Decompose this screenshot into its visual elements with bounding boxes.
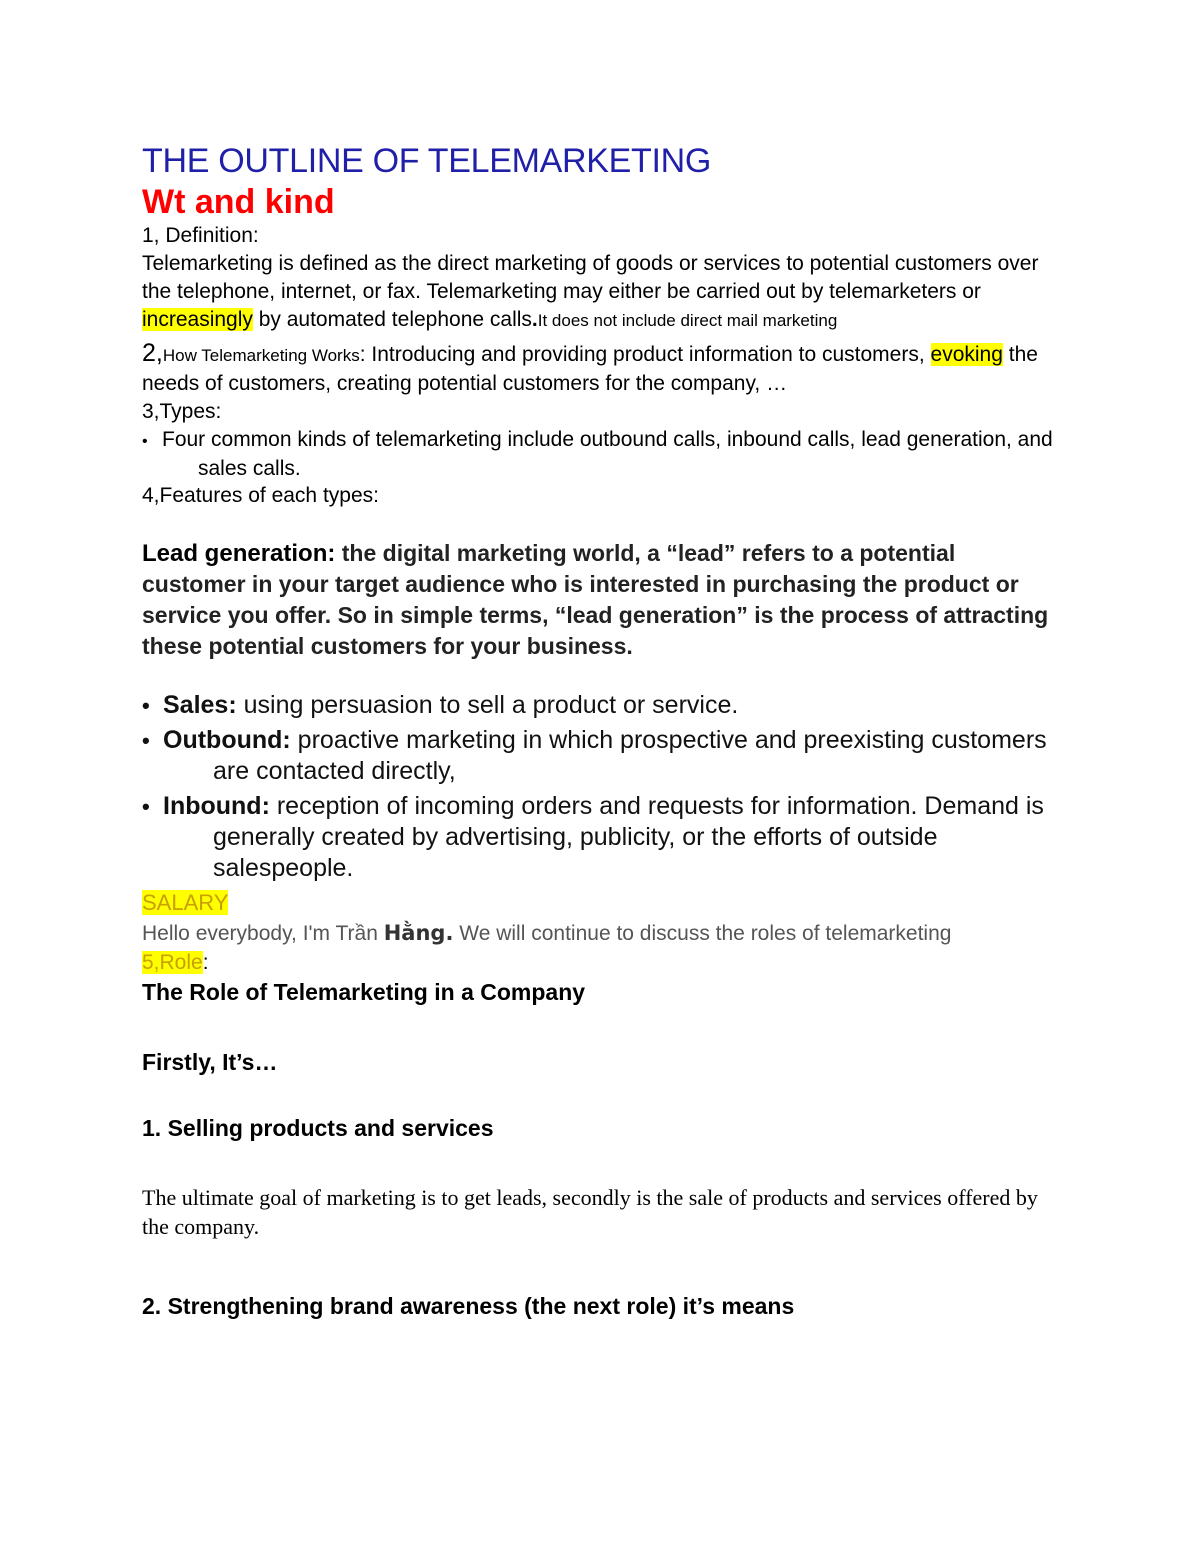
highlight-evoking: evoking xyxy=(930,343,1003,366)
role-heading: 5,Role: xyxy=(142,951,209,974)
list-item-sales: • Sales: using persuasion to sell a product or service. xyxy=(142,691,739,719)
document-page xyxy=(142,140,1062,1321)
highlight-increasingly: increasingly xyxy=(142,308,253,331)
document-subtitle: Wt and kind xyxy=(142,183,335,221)
list-item-inbound: • Inbound: reception of incoming orders and requests for information. Demand is generally created by advertising, publicity, or the efforts of outside salespeople. xyxy=(142,792,1044,882)
types-bullet: • Four common kinds of telemarketing include outbound calls, inbound calls, lead generation, and sales calls. xyxy=(142,428,1053,480)
types-detail-list xyxy=(142,690,1062,884)
definition-heading: 1, Definition: xyxy=(142,224,259,247)
how-it-works-paragraph: 2,How Telemarketing Works: Introducing and providing product information to customers, evoking the needs of customers, creating potential customers for the company, … xyxy=(142,339,1038,395)
lead-generation-paragraph: Lead generation: the digital marketing world, a “lead” refers to a potential customer in your target audience who is interested in purchasing the product or service you offer. So in simple terms, “lead generation” is the process of attracting these potential customers for your business. xyxy=(142,540,1049,659)
list-item-outbound: • Outbound: proactive marketing in which prospective and preexisting customers are contacted directly, xyxy=(142,726,1047,785)
definition-paragraph: Telemarketing is defined as the direct marketing of goods or services to potential customers over the telephone, internet, or fax. Telemarketing may either be carried out by telemarketers or increasingly by automated telephone calls.It does not include direct mail marketing xyxy=(142,252,1039,331)
lead-generation-label: Lead generation: xyxy=(142,540,336,567)
greeting-paragraph: Hello everybody, I'm Trần Hằng. We will continue to discuss the roles of telemarketing xyxy=(142,921,952,945)
document-title: THE OUTLINE OF TELEMARKETING xyxy=(142,142,712,180)
types-heading: 3,Types: xyxy=(142,400,222,423)
item-2-heading: 2. Strengthening brand awareness (the next role) it’s means xyxy=(142,1293,795,1319)
features-heading: 4,Features of each types: xyxy=(142,484,379,507)
item-1-text: The ultimate goal of marketing is to get leads, secondly is the sale of products and services offered by the company. xyxy=(142,1185,1038,1239)
role-title: The Role of Telemarketing in a Company xyxy=(142,979,586,1005)
item-1-heading: 1. Selling products and services xyxy=(142,1115,494,1141)
firstly-heading: Firstly, It’s… xyxy=(142,1049,278,1075)
salary-label: SALARY xyxy=(142,890,229,915)
